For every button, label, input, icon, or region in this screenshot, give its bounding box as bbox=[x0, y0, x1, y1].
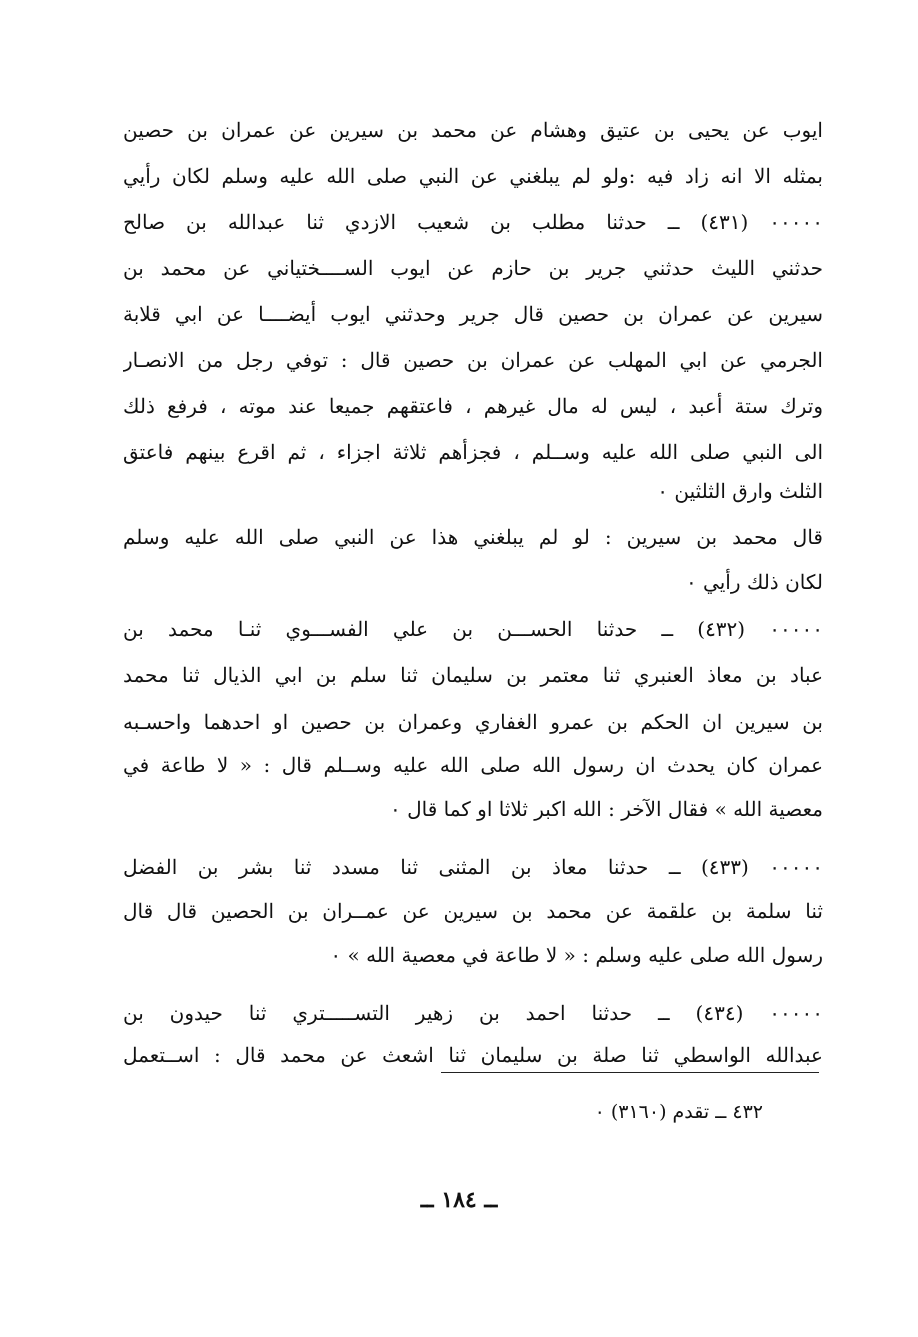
text-line: الى النبي صلى الله عليه وســلم ، فجزأهم ثلاثة اجزاء ، ثم اقرع بينهم فاعتق bbox=[123, 440, 823, 464]
text-line: معصية الله » فقال الآخر : الله اكبر ثلاثا او كما قال ٠ bbox=[389, 797, 823, 821]
footnote-separator bbox=[441, 1072, 819, 1073]
text-line: وترك ستة أعبد ، ليس له مال غيرهم ، فاعتقهم جميعا عند موته ، فرفع ذلك bbox=[123, 394, 823, 418]
text-line: ٠٠٠٠٠ (٤٣١) ــ حدثنا مطلب بن شعيب الازدي ثنا عبدالله بن صالح bbox=[123, 210, 823, 234]
text-line: عبدالله الواسطي ثنا صلة بن سليمان ثنا اشعث عن محمد قال : اســتعمل bbox=[123, 1043, 823, 1067]
footnote: ٤٣٢ ــ تقدم (٣١٦٠) ٠ bbox=[594, 1101, 763, 1123]
text-line: حدثني الليث حدثني جرير بن حازم عن ايوب الســــختياني عن محمد بن bbox=[123, 256, 823, 280]
text-line: لكان ذلك رأيي ٠ bbox=[685, 570, 823, 594]
text-line: عمران كان يحدث ان رسول الله صلى الله عليه وســلم قال : « لا طاعة في bbox=[123, 753, 823, 777]
text-line: سيرين عن عمران بن حصين قال جرير وحدثني ايوب أيضــــا عن ابي قلابة bbox=[123, 302, 823, 326]
text-line: رسول الله صلى عليه وسلم : « لا طاعة في معصية الله » ٠ bbox=[330, 943, 823, 967]
text-line: ٠٠٠٠٠ (٤٣٢) ــ حدثنا الحســـن بن علي الفســـوي ثنـا محمد بن bbox=[123, 617, 823, 641]
text-line: الثلث وارق الثلثين ٠ bbox=[657, 479, 823, 503]
text-line: ٠٠٠٠٠ (٤٣٣) ــ حدثنا معاذ بن المثنى ثنا مسدد ثنا بشر بن الفضل bbox=[123, 855, 823, 879]
page-number: ــ ١٨٤ ــ bbox=[420, 1187, 498, 1213]
text-line: عباد بن معاذ العنبري ثنا معتمر بن سليمان ثنا سلم بن ابي الذيال ثنا محمد bbox=[123, 663, 823, 687]
text-line: بن سيرين ان الحكم بن عمرو الغفاري وعمران بن حصين او احدهما واحسـبه bbox=[123, 710, 823, 734]
text-line: قال محمد بن سيرين : لو لم يبلغني هذا عن النبي صلى الله عليه وسلم bbox=[123, 525, 823, 549]
text-line: بمثله الا انه زاد فيه :ولو لم يبلغني عن النبي صلى الله عليه وسلم لكان رأيي bbox=[123, 164, 823, 188]
text-line: ايوب عن يحيى بن عتيق وهشام عن محمد بن سيرين عن عمران بن حصين bbox=[123, 118, 823, 142]
text-line: ٠٠٠٠٠ (٤٣٤) ــ حدثنا احمد بن زهير التســـــتري ثنا حيدون بن bbox=[123, 1001, 823, 1025]
text-line: الجرمي عن ابي المهلب عن عمران بن حصين قال : توفي رجل من الانصـار bbox=[123, 348, 823, 372]
text-line: ثنا سلمة بن علقمة عن محمد بن سيرين عن عمــران بن الحصين قال قال bbox=[123, 899, 823, 923]
